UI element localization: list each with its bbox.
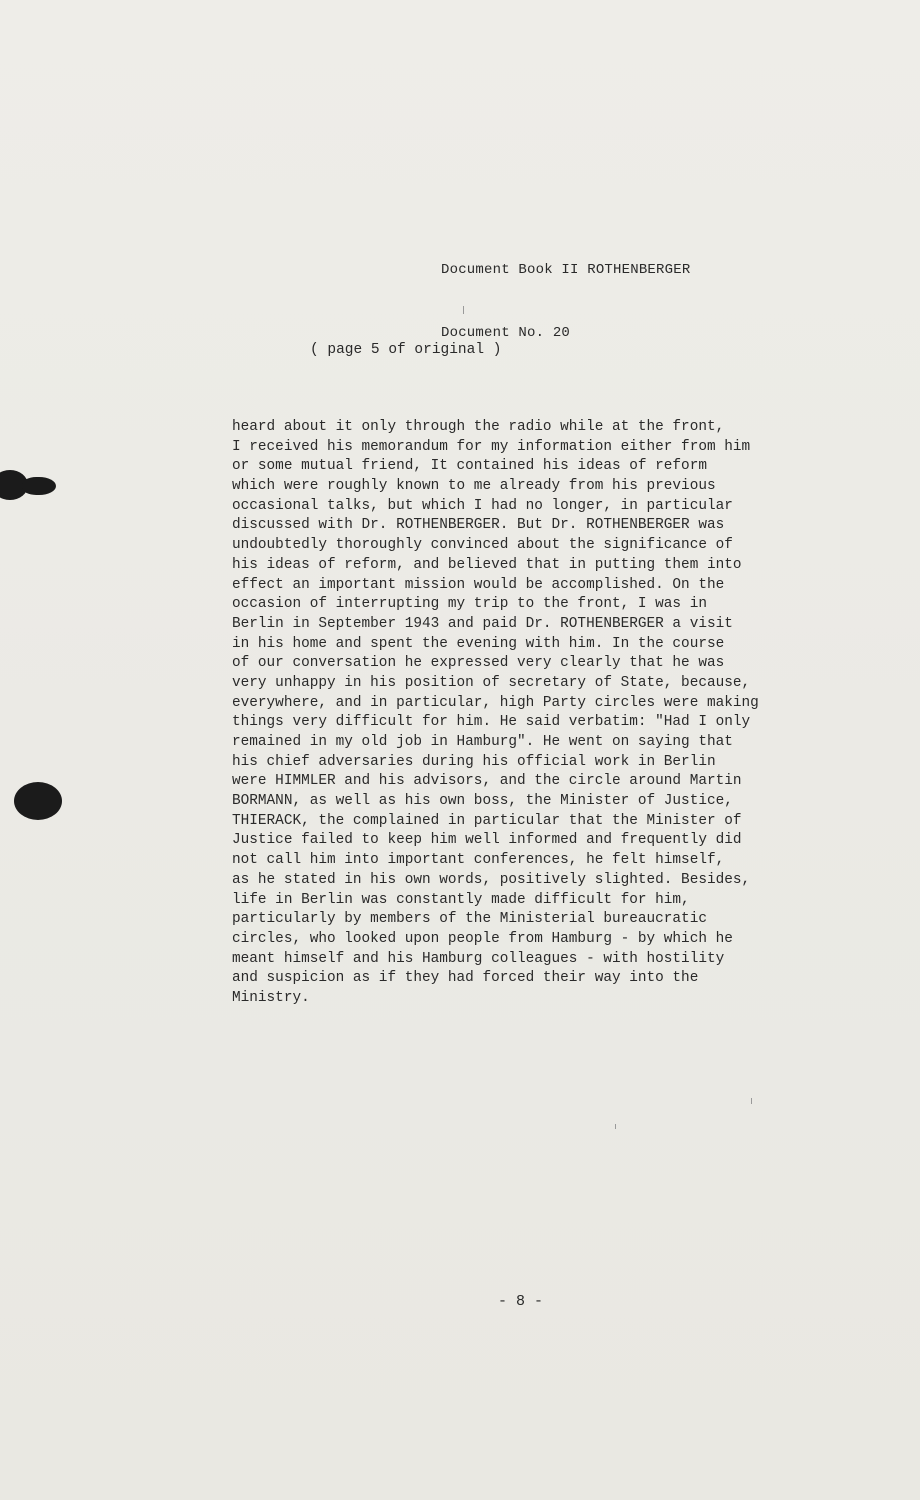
punch-hole-bottom	[14, 782, 62, 820]
body-line: circles, who looked upon people from Hamburg - by which he	[232, 930, 733, 947]
body-line: THIERACK, the complained in particular that the Minister of	[232, 812, 742, 829]
body-line: his chief adversaries during his official work in Berlin	[232, 753, 716, 770]
punch-hole-top-tip	[22, 477, 56, 495]
document-header	[441, 218, 690, 386]
body-line: in his home and spent the evening with him. In the course	[232, 635, 725, 652]
paper-speck	[751, 1098, 752, 1104]
body-line: BORMANN, as well as his own boss, the Minister of Justice,	[232, 793, 733, 810]
body-line: very unhappy in his position of secretary of State, because,	[232, 674, 751, 691]
header-line-book: Document Book II ROTHENBERGER	[441, 262, 691, 278]
body-line: were HIMMLER and his advisors, and the circle around Martin	[232, 773, 742, 790]
page-of-original-note: ( page 5 of original )	[310, 342, 502, 358]
body-line: effect an important mission would be accomplished. On the	[232, 576, 725, 593]
body-line: particularly by members of the Ministerial bureaucratic	[232, 911, 707, 928]
body-line: occasional talks, but which I had no longer, in particular	[232, 497, 733, 514]
body-line: I received his memorandum for my information either from him	[232, 438, 751, 455]
body-line: not call him into important conferences, he felt himself,	[232, 852, 725, 869]
body-line: Justice failed to keep him well informed and frequently did	[232, 832, 742, 849]
body-line: and suspicion as if they had forced their way into the	[232, 970, 699, 987]
body-line: everywhere, and in particular, high Party circles were making	[232, 694, 759, 711]
body-line: meant himself and his Hamburg colleagues - with hostility	[232, 950, 725, 967]
body-line: life in Berlin was constantly made difficult for him,	[232, 891, 690, 908]
body-line: heard about it only through the radio while at the front,	[232, 419, 725, 435]
header-line-number: Document No. 20	[441, 325, 571, 341]
body-line: of our conversation he expressed very clearly that he was	[232, 655, 725, 672]
body-line: remained in my old job in Hamburg". He went on saying that	[232, 734, 733, 750]
body-line: as he stated in his own words, positively slighted. Besides,	[232, 871, 751, 888]
body-line: Berlin in September 1943 and paid Dr. ROTHENBERGER a visit	[232, 615, 733, 632]
body-line: undoubtedly thoroughly convinced about the significance of	[232, 537, 733, 554]
body-line: or some mutual friend, It contained his ideas of reform	[232, 458, 707, 475]
body-line: things very difficult for him. He said verbatim: "Had I only	[232, 714, 751, 731]
body-line: occasion of interrupting my trip to the front, I was in	[232, 596, 707, 613]
paper-speck	[615, 1124, 616, 1129]
body-line: discussed with Dr. ROTHENBERGER. But Dr. ROTHENBERGER was	[232, 517, 725, 534]
body-line: which were roughly known to me already from his previous	[232, 478, 716, 495]
body-line: Ministry.	[232, 989, 310, 1006]
body-line: his ideas of reform, and believed that in putting them into	[232, 556, 742, 573]
page-number: - 8 -	[498, 1293, 544, 1310]
document-body	[232, 418, 759, 1009]
